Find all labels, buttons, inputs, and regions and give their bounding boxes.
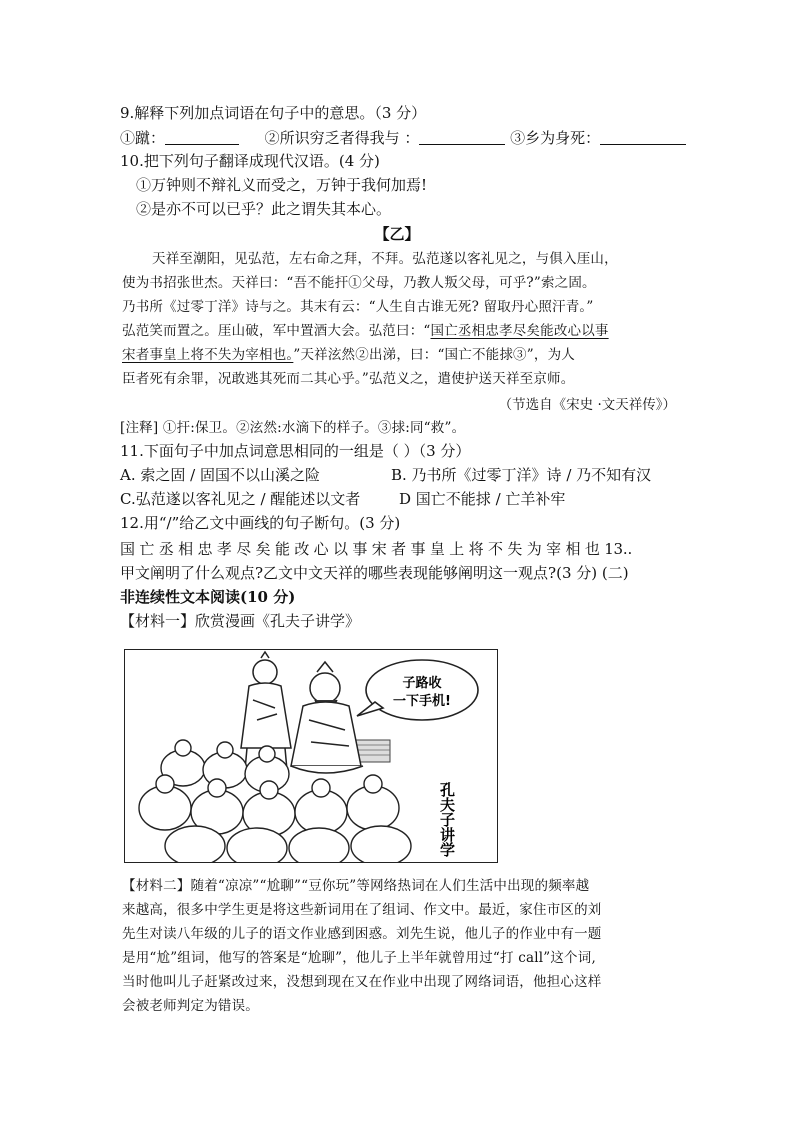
- material2-line-2: 来越高，很多中学生更是将这些新词用在了组词、作文中。最近，家住市区的刘: [122, 902, 602, 918]
- q9-c-blank[interactable]: [600, 129, 686, 145]
- comic-caption-text: 孔夫子讲学: [438, 782, 456, 857]
- q12-sentence: 国 亡 丞 相 忠 孝 尽 矣 能 改 心 以 事 宋 者 事 皇 上 将 不 失 为 宰 相 也 13..: [120, 540, 633, 558]
- q11-option-a: A. 索之固 / 固国不以山溪之险: [120, 466, 320, 484]
- q12-title: 12.用“/”给乙文中画线的句子断句。(3 分): [120, 514, 401, 532]
- comic-caption: [438, 781, 456, 858]
- q9-c-label: ③乡为身死：: [510, 129, 601, 147]
- q9-a-blank[interactable]: [165, 129, 239, 145]
- passage-yi-line-3: 乃书所《过零丁洋》诗与之。其末有云：“人生自古谁无死? 留取丹心照汗青。”: [122, 299, 594, 315]
- passage-yi-line-5: [122, 345, 575, 365]
- passage-yi-heading: 【乙】: [374, 225, 420, 243]
- passage-yi-source: （节选自《宋史 ·文天祥传》）: [498, 397, 676, 413]
- material2-line-4: 是用“尬”组词，他写的答案是“尬聊”，他儿子上半年就曾用过“打 call”这个词,: [122, 950, 596, 966]
- q11-option-c: C.弘范遂以客礼见之 / 醒能述以文者: [120, 490, 361, 508]
- underlined-sentence-part-1: 国亡丞相忠孝尽矣能改心以事: [430, 323, 609, 339]
- speech-bubble: [357, 660, 478, 720]
- material1-title: 【材料一】欣赏漫画《孔夫子讲学》: [120, 612, 361, 630]
- q9-title: 9.解释下列加点词语在句子中的意思。（3 分）: [120, 104, 427, 122]
- q9-b-label: ②所识穷乏者得我与 ：: [264, 129, 420, 147]
- material2-line-1: 【材料二】随着“凉凉”“尬聊”“豆你玩”等网络热词在人们生活中出现的频率越: [122, 878, 590, 894]
- passage-yi-notes: [注释] ①扞:保卫。②泫然:水滴下的样子。③捄:同“救”。: [120, 420, 466, 436]
- passage-yi-line-1: 天祥至潮阳，见弘范，左右命之拜，不拜。弘范遂以客礼见之，与俱入厓山，: [152, 251, 618, 267]
- passage-yi-line-4-a: 弘范笑而置之。厓山破，军中置酒大会。弘范曰：“: [122, 323, 431, 339]
- q10-sentence-2: ②是亦不可以已乎？此之谓失其本心。: [136, 200, 392, 218]
- material2-line-6: 会被老师判定为错误。: [122, 998, 259, 1014]
- q10-sentence-1: ①万钟则不辩礼义而受之，万钟于我何加焉!: [136, 176, 428, 194]
- passage-yi-line-6: 臣者死有余罪，况敢逃其死而二其心乎。”弘范义之，遣使护送天祥至京师。: [122, 371, 575, 387]
- comic-confucius-lecture: [124, 649, 498, 863]
- section2-title: 非连续性文本阅读(10 分): [120, 588, 296, 606]
- q11-option-b: B. 乃书所《过零丁洋》诗 / 乃不知有汉: [391, 466, 652, 484]
- q9-b-blank[interactable]: [419, 129, 505, 145]
- bubble-line-1: 子路收: [402, 676, 442, 691]
- passage-yi-line-5-b: ”天祥泫然②出涕，曰：“国亡不能捄③”，为人: [293, 347, 575, 363]
- q13-question: 甲文阐明了什么观点?乙文中文天祥的哪些表现能够阐明这一观点?(3 分) (二): [120, 564, 629, 582]
- bubble-line-2: 一下手机!: [393, 694, 451, 709]
- q9-a-label: ①蹴：: [120, 129, 166, 147]
- q9-blanks: [120, 128, 686, 148]
- material2-line-5: 当时他叫儿子赶紧改过来，没想到现在又在作业中出现了网络词语，他担心这样: [122, 974, 602, 990]
- material2-line-3: 先生对读八年级的儿子的语文作业感到困惑。刘先生说，他儿子的作业中有一题: [122, 926, 602, 942]
- passage-yi-line-4: [122, 321, 609, 341]
- q10-title: 10.把下列句子翻译成现代汉语。(4 分): [120, 152, 380, 170]
- underlined-sentence-part-2: 宋者事皇上将不失为宰相也。: [122, 347, 294, 363]
- q11-title: 11.下面句子中加点词意思相同的一组是（ ）（3 分）: [120, 442, 471, 460]
- comic-illustration: [125, 650, 497, 862]
- passage-yi-line-2: 使为书招张世杰。天祥曰：“吾不能扞①父母，乃教人叛父母，可乎?”索之固。: [122, 275, 596, 291]
- q11-option-d: D 国亡不能捄 / 亡羊补牢: [399, 490, 566, 508]
- confucius-figure: [291, 662, 363, 773]
